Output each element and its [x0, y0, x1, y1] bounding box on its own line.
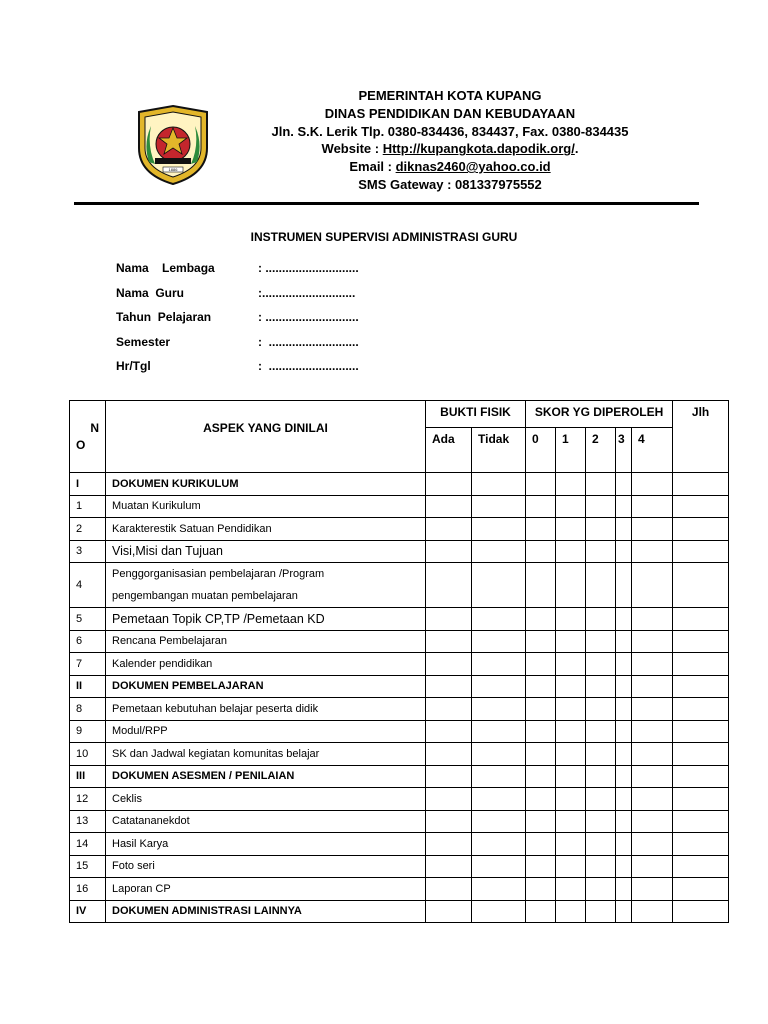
cell-score-3[interactable]: [616, 743, 632, 766]
table-section-row: [70, 675, 729, 698]
field-value: : ............................: [258, 261, 359, 275]
cell-score-1[interactable]: [556, 810, 586, 833]
field-value: : ............................: [258, 310, 359, 324]
row-aspek: Catatananekdot: [106, 810, 426, 833]
table-row: [70, 540, 729, 563]
cell-score-1[interactable]: [556, 855, 586, 878]
cell-score-4[interactable]: [632, 540, 673, 563]
row-aspek: Ceklis: [106, 788, 426, 811]
cell-ada[interactable]: [426, 743, 472, 766]
row-aspek-line: Penggorganisasian pembelajaran /Program: [112, 568, 325, 580]
cell-jlh[interactable]: [673, 630, 729, 653]
row-number: 9: [70, 720, 106, 743]
cell-score-4[interactable]: [632, 675, 673, 698]
table-row: [70, 743, 729, 766]
cell-score-4[interactable]: [632, 900, 673, 923]
cell-score-4[interactable]: [632, 495, 673, 518]
cell-jlh[interactable]: [673, 743, 729, 766]
cell-jlh[interactable]: [673, 608, 729, 631]
cell-score-1[interactable]: [556, 878, 586, 901]
cell-ada[interactable]: [426, 563, 472, 608]
cell-tidak[interactable]: [472, 495, 526, 518]
cell-score-2[interactable]: [586, 563, 616, 608]
cell-score-2[interactable]: [586, 675, 616, 698]
cell-score-3[interactable]: [616, 653, 632, 676]
table-row: [70, 720, 729, 743]
table-row: [70, 810, 729, 833]
cell-score-4[interactable]: [632, 833, 673, 856]
cell-tidak[interactable]: [472, 675, 526, 698]
cell-score-2[interactable]: [586, 630, 616, 653]
cell-score-4[interactable]: [632, 473, 673, 496]
col-header-score-2: 2: [586, 428, 616, 473]
cell-ada[interactable]: [426, 765, 472, 788]
row-number: 13: [70, 810, 106, 833]
cell-score-0[interactable]: [526, 473, 556, 496]
cell-score-4[interactable]: [632, 878, 673, 901]
cell-score-3[interactable]: [616, 675, 632, 698]
field-nama-guru: [116, 286, 416, 311]
cell-tidak[interactable]: [472, 473, 526, 496]
cell-score-1[interactable]: [556, 608, 586, 631]
cell-score-3[interactable]: [616, 788, 632, 811]
cell-jlh[interactable]: [673, 518, 729, 541]
agency-name: DINAS PENDIDIKAN DAN KEBUDAYAAN: [324, 105, 576, 121]
cell-jlh[interactable]: [673, 563, 729, 608]
cell-ada[interactable]: [426, 653, 472, 676]
row-aspek: DOKUMEN PEMBELAJARAN: [106, 675, 426, 698]
row-aspek: DOKUMEN ADMINISTRASI LAINNYA: [106, 900, 426, 923]
cell-score-2[interactable]: [586, 765, 616, 788]
cell-score-0[interactable]: [526, 900, 556, 923]
row-aspek: Hasil Karya: [106, 833, 426, 856]
cell-score-3[interactable]: [616, 698, 632, 721]
table-row: [70, 563, 729, 608]
row-number: 8: [70, 698, 106, 721]
col-header-skor: SKOR YG DIPEROLEH: [526, 401, 673, 428]
row-aspek: DOKUMEN KURIKULUM: [106, 473, 426, 496]
cell-jlh[interactable]: [673, 653, 729, 676]
cell-tidak[interactable]: [472, 608, 526, 631]
cell-score-4[interactable]: [632, 743, 673, 766]
cell-tidak[interactable]: [472, 518, 526, 541]
cell-jlh[interactable]: [673, 720, 729, 743]
cell-score-0[interactable]: [526, 540, 556, 563]
row-aspek: Modul/RPP: [106, 720, 426, 743]
cell-score-0[interactable]: [526, 743, 556, 766]
cell-score-1[interactable]: [556, 900, 586, 923]
cell-jlh[interactable]: [673, 833, 729, 856]
cell-score-3[interactable]: [616, 495, 632, 518]
cell-score-3[interactable]: [616, 878, 632, 901]
cell-ada[interactable]: [426, 495, 472, 518]
cell-jlh[interactable]: [673, 540, 729, 563]
email-link[interactable]: diknas2460@yahoo.co.id: [395, 159, 551, 175]
row-aspek: Kalender pendidikan: [106, 653, 426, 676]
row-aspek: Rencana Pembelajaran: [106, 630, 426, 653]
cell-ada[interactable]: [426, 788, 472, 811]
cell-score-2[interactable]: [586, 743, 616, 766]
field-label: Hr/Tgl: [116, 359, 151, 373]
cell-score-3[interactable]: [616, 720, 632, 743]
col-header-score-4: 4: [632, 428, 673, 473]
cell-jlh[interactable]: [673, 788, 729, 811]
cell-score-0[interactable]: [526, 495, 556, 518]
website-line: Website : Http://kupangkota.dapodik.org/.: [321, 141, 579, 157]
row-number: 10: [70, 743, 106, 766]
row-aspek: Pemetaan kebutuhan belajar peserta didik: [106, 698, 426, 721]
cell-ada[interactable]: [426, 810, 472, 833]
row-number: 12: [70, 788, 106, 811]
field-label: Nama Guru: [116, 285, 185, 300]
col-header-score-0: 0: [526, 428, 556, 473]
cell-score-1[interactable]: [556, 833, 586, 856]
supervision-table: [69, 400, 729, 923]
cell-score-1[interactable]: [556, 720, 586, 743]
field-label: Tahun Pelajaran: [116, 310, 212, 324]
cell-score-4[interactable]: [632, 518, 673, 541]
table-section-row: [70, 765, 729, 788]
cell-score-0[interactable]: [526, 720, 556, 743]
table-row: [70, 518, 729, 541]
row-number: 6: [70, 630, 106, 653]
cell-tidak[interactable]: [472, 788, 526, 811]
cell-score-4[interactable]: [632, 720, 673, 743]
row-aspek: Karakterestik Satuan Pendidikan: [106, 518, 426, 541]
kota-kupang-emblem-logo: [133, 104, 213, 186]
cell-jlh[interactable]: [673, 810, 729, 833]
cell-score-0[interactable]: [526, 563, 556, 608]
row-number: 3: [70, 540, 106, 563]
row-number: I: [70, 473, 106, 496]
col-header-score-3: 3: [616, 428, 632, 473]
row-number: 7: [70, 653, 106, 676]
cell-score-2[interactable]: [586, 878, 616, 901]
cell-score-4[interactable]: [632, 855, 673, 878]
table-row: [70, 495, 729, 518]
cell-score-2[interactable]: [586, 900, 616, 923]
row-number: II: [70, 675, 106, 698]
table-row: [70, 653, 729, 676]
cell-score-3[interactable]: [616, 900, 632, 923]
letterhead: [230, 87, 670, 194]
cell-score-3[interactable]: [616, 630, 632, 653]
field-nama-lembaga: [116, 261, 416, 286]
cell-ada[interactable]: [426, 540, 472, 563]
cell-score-3[interactable]: [616, 765, 632, 788]
cell-ada[interactable]: [426, 698, 472, 721]
cell-ada[interactable]: [426, 473, 472, 496]
cell-score-1[interactable]: [556, 540, 586, 563]
cell-tidak[interactable]: [472, 810, 526, 833]
cell-ada[interactable]: [426, 720, 472, 743]
cell-ada[interactable]: [426, 833, 472, 856]
cell-jlh[interactable]: [673, 765, 729, 788]
row-aspek-line: pengembangan muatan pembelajaran: [112, 590, 298, 602]
cell-ada[interactable]: [426, 518, 472, 541]
row-number: 1: [70, 495, 106, 518]
cell-score-0[interactable]: [526, 698, 556, 721]
cell-tidak[interactable]: [472, 720, 526, 743]
svg-text:1886: 1886: [168, 167, 178, 172]
header-divider: [74, 202, 699, 205]
cell-score-4[interactable]: [632, 765, 673, 788]
cell-ada[interactable]: [426, 900, 472, 923]
email-line: Email : diknas2460@yahoo.co.id: [349, 159, 551, 175]
row-aspek: SK dan Jadwal kegiatan komunitas belajar: [106, 743, 426, 766]
cell-score-1[interactable]: [556, 495, 586, 518]
cell-jlh[interactable]: [673, 675, 729, 698]
cell-score-4[interactable]: [632, 810, 673, 833]
field-semester: [116, 335, 416, 360]
cell-score-1[interactable]: [556, 518, 586, 541]
row-number: 4: [70, 563, 106, 608]
cell-tidak[interactable]: [472, 563, 526, 608]
row-aspek: Visi,Misi dan Tujuan: [106, 540, 426, 563]
cell-score-0[interactable]: [526, 765, 556, 788]
table-row: [70, 788, 729, 811]
cell-jlh[interactable]: [673, 878, 729, 901]
cell-score-4[interactable]: [632, 563, 673, 608]
cell-score-2[interactable]: [586, 833, 616, 856]
col-header-bukti-fisik: BUKTI FISIK: [426, 401, 526, 428]
cell-score-0[interactable]: [526, 810, 556, 833]
cell-score-4[interactable]: [632, 630, 673, 653]
table-row: [70, 608, 729, 631]
cell-score-3[interactable]: [616, 518, 632, 541]
cell-tidak[interactable]: [472, 878, 526, 901]
row-aspek: Laporan CP: [106, 878, 426, 901]
row-number: 14: [70, 833, 106, 856]
table-row: [70, 630, 729, 653]
col-header-no: N O: [70, 401, 106, 473]
row-aspek: [106, 563, 426, 608]
cell-score-1[interactable]: [556, 698, 586, 721]
cell-score-3[interactable]: [616, 855, 632, 878]
cell-score-1[interactable]: [556, 743, 586, 766]
cell-score-0[interactable]: [526, 630, 556, 653]
cell-score-2[interactable]: [586, 540, 616, 563]
table-header-row-1: [70, 401, 729, 428]
row-aspek: Pemetaan Topik CP,TP /Pemetaan KD: [106, 608, 426, 631]
cell-score-2[interactable]: [586, 518, 616, 541]
table-row: [70, 698, 729, 721]
address-line: Jln. S.K. Lerik Tlp. 0380-834436, 834437, Fax. 0380-834435: [271, 123, 629, 139]
cell-score-2[interactable]: [586, 720, 616, 743]
field-value: :............................: [258, 285, 356, 300]
cell-score-2[interactable]: [586, 810, 616, 833]
cell-score-3[interactable]: [616, 540, 632, 563]
cell-ada[interactable]: [426, 630, 472, 653]
cell-score-3[interactable]: [616, 473, 632, 496]
cell-score-2[interactable]: [586, 698, 616, 721]
field-label: Semester: [116, 334, 171, 349]
field-hr-tgl: [116, 359, 416, 384]
cell-score-2[interactable]: [586, 855, 616, 878]
row-number: III: [70, 765, 106, 788]
col-header-aspek: ASPEK YANG DINILAI: [106, 401, 426, 473]
row-number: IV: [70, 900, 106, 923]
table-section-row: [70, 473, 729, 496]
cell-score-0[interactable]: [526, 653, 556, 676]
cell-score-4[interactable]: [632, 788, 673, 811]
cell-score-0[interactable]: [526, 788, 556, 811]
field-tahun-pelajaran: [116, 310, 416, 335]
table-body: [70, 473, 729, 923]
cell-score-1[interactable]: [556, 765, 586, 788]
identity-fields: [116, 261, 416, 384]
cell-tidak[interactable]: [472, 855, 526, 878]
cell-score-4[interactable]: [632, 653, 673, 676]
cell-score-0[interactable]: [526, 833, 556, 856]
col-header-tidak: Tidak: [472, 428, 526, 473]
table-section-row: [70, 900, 729, 923]
cell-tidak[interactable]: [472, 743, 526, 766]
government-name: PEMERINTAH KOTA KUPANG: [358, 88, 542, 103]
cell-score-1[interactable]: [556, 675, 586, 698]
cell-score-0[interactable]: [526, 675, 556, 698]
cell-score-3[interactable]: [616, 563, 632, 608]
cell-score-2[interactable]: [586, 653, 616, 676]
cell-score-2[interactable]: [586, 608, 616, 631]
cell-ada[interactable]: [426, 855, 472, 878]
cell-score-0[interactable]: [526, 878, 556, 901]
field-value: : ...........................: [258, 334, 359, 349]
row-aspek: DOKUMEN ASESMEN / PENILAIAN: [106, 765, 426, 788]
cell-jlh[interactable]: [673, 698, 729, 721]
col-header-jlh: Jlh: [673, 401, 729, 473]
cell-score-0[interactable]: [526, 855, 556, 878]
cell-score-1[interactable]: [556, 788, 586, 811]
row-aspek: Muatan Kurikulum: [106, 495, 426, 518]
cell-score-1[interactable]: [556, 473, 586, 496]
table-row: [70, 855, 729, 878]
cell-score-3[interactable]: [616, 833, 632, 856]
cell-tidak[interactable]: [472, 698, 526, 721]
col-header-score-1: 1: [556, 428, 586, 473]
row-number: 2: [70, 518, 106, 541]
cell-score-1[interactable]: [556, 630, 586, 653]
cell-score-2[interactable]: [586, 473, 616, 496]
cell-tidak[interactable]: [472, 900, 526, 923]
row-number: 16: [70, 878, 106, 901]
cell-tidak[interactable]: [472, 653, 526, 676]
row-number: 5: [70, 608, 106, 631]
field-value: : ...........................: [258, 359, 359, 373]
table-row: [70, 878, 729, 901]
cell-tidak[interactable]: [472, 833, 526, 856]
cell-tidak[interactable]: [472, 540, 526, 563]
cell-score-0[interactable]: [526, 518, 556, 541]
row-number: 15: [70, 855, 106, 878]
website-link[interactable]: Http://kupangkota.dapodik.org/: [382, 141, 575, 157]
cell-score-1[interactable]: [556, 653, 586, 676]
table-row: [70, 833, 729, 856]
cell-tidak[interactable]: [472, 765, 526, 788]
cell-jlh[interactable]: [673, 855, 729, 878]
sms-gateway-line: SMS Gateway : 081337975552: [358, 176, 542, 192]
cell-ada[interactable]: [426, 608, 472, 631]
cell-ada[interactable]: [426, 878, 472, 901]
cell-score-2[interactable]: [586, 788, 616, 811]
col-header-ada: Ada: [426, 428, 472, 473]
cell-score-2[interactable]: [586, 495, 616, 518]
cell-jlh[interactable]: [673, 900, 729, 923]
cell-score-0[interactable]: [526, 608, 556, 631]
document-title: INSTRUMEN SUPERVISI ADMINISTRASI GURU: [250, 230, 518, 244]
cell-score-1[interactable]: [556, 563, 586, 608]
field-label: Nama Lembaga: [116, 261, 215, 275]
row-aspek: Foto seri: [106, 855, 426, 878]
cell-score-4[interactable]: [632, 698, 673, 721]
cell-score-4[interactable]: [632, 608, 673, 631]
cell-jlh[interactable]: [673, 495, 729, 518]
cell-score-3[interactable]: [616, 810, 632, 833]
cell-score-3[interactable]: [616, 608, 632, 631]
cell-tidak[interactable]: [472, 630, 526, 653]
cell-jlh[interactable]: [673, 473, 729, 496]
cell-ada[interactable]: [426, 675, 472, 698]
